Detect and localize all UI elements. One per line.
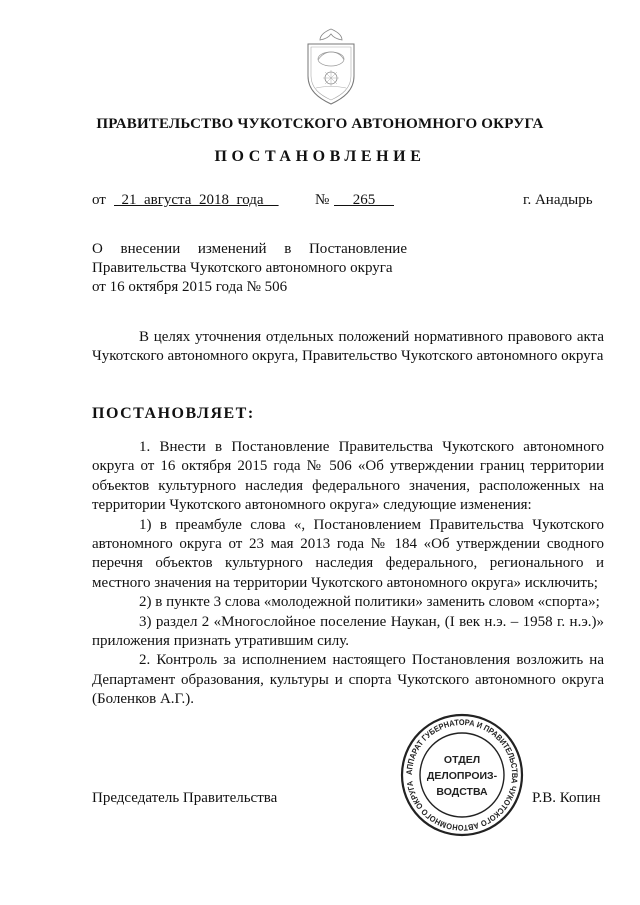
document-number: 265 (334, 192, 394, 208)
subject-word: в (284, 241, 292, 257)
number-sign-label: № (315, 192, 330, 208)
subject-word: внесении (120, 241, 181, 257)
stamp-line-1: ОТДЕЛ (443, 754, 481, 766)
date-prefix-label: от (92, 192, 106, 208)
stamp-line-3: ВОДСТВА (436, 786, 488, 798)
signatory-name: Р.В. Копин (532, 790, 601, 806)
preamble-paragraph: В целях уточнения отдельных положений нормативного правового акта Чукотского автономного округа, Правительство Чукотского автономного округа (92, 329, 604, 365)
subject-line-1 (92, 240, 407, 259)
resolution-subitem-3: 3) раздел 2 «Многослойное поселение Наукан, (I век н.э. – 1958 г. н.э.)» приложения признать утратившим силу. (92, 613, 604, 650)
subject-line-2: Правительства Чукотского автономного округа (92, 260, 393, 276)
office-stamp (400, 713, 524, 837)
resolution-subitem-1: 1) в преамбуле слова «, Постановлением Правительства Чукотского автономного округа от 23 мая 2013 года № 184 «Об утверждении сводного перечня объектов культурного наследия федерального, регионального и местного значения на территории Чукотского автономного округа» исключить; (92, 516, 604, 591)
subject-word: О (92, 241, 103, 257)
stamp-line-2: ДЕЛОПРОИЗ- (426, 770, 498, 782)
document-subject (92, 240, 407, 297)
subject-word: Постановление (308, 241, 407, 257)
stamp-ring-text: АППАРАТ ГУБЕРНАТОРА И ПРАВИТЕЛЬСТВА ЧУКОТСКОГО АВТОНОМНОГО ОКРУГА (404, 717, 520, 833)
document-city: г. Анадырь (523, 192, 593, 208)
document-type-heading: ПОСТАНОВЛЕНИЕ (214, 148, 426, 165)
resolution-item-1: 1. Внести в Постановление Правительства Чукотского автономного округа от 16 октября 2015 года № 506 «Об утверждении границ территории объектов культурного наследия федерального значения, расположенных на территории Чукотского автономного округа» следующие изменения: (92, 439, 604, 514)
resolution-item-2: 2. Контроль за исполнением настоящего Постановления возложить на Департамент образования, культуры и спорта Чукотского автономного округа (Боленков А.Г.). (92, 652, 604, 708)
government-title: ПРАВИТЕЛЬСТВО ЧУКОТСКОГО АВТОНОМНОГО ОКРУГА (96, 116, 544, 132)
signatory-title: Председатель Правительства (92, 790, 278, 806)
resolution-items (92, 438, 604, 710)
subject-word: изменений (197, 241, 267, 257)
document-date: 21 августа 2018 года (114, 192, 279, 208)
coat-of-arms-emblem (300, 26, 362, 108)
resolves-heading: ПОСТАНОВЛЯЕТ: (92, 405, 255, 422)
resolution-subitem-2: 2) в пункте 3 слова «молодежной политики» заменить словом «спорта»; (139, 594, 600, 611)
subject-line-3: от 16 октября 2015 года № 506 (92, 279, 288, 295)
